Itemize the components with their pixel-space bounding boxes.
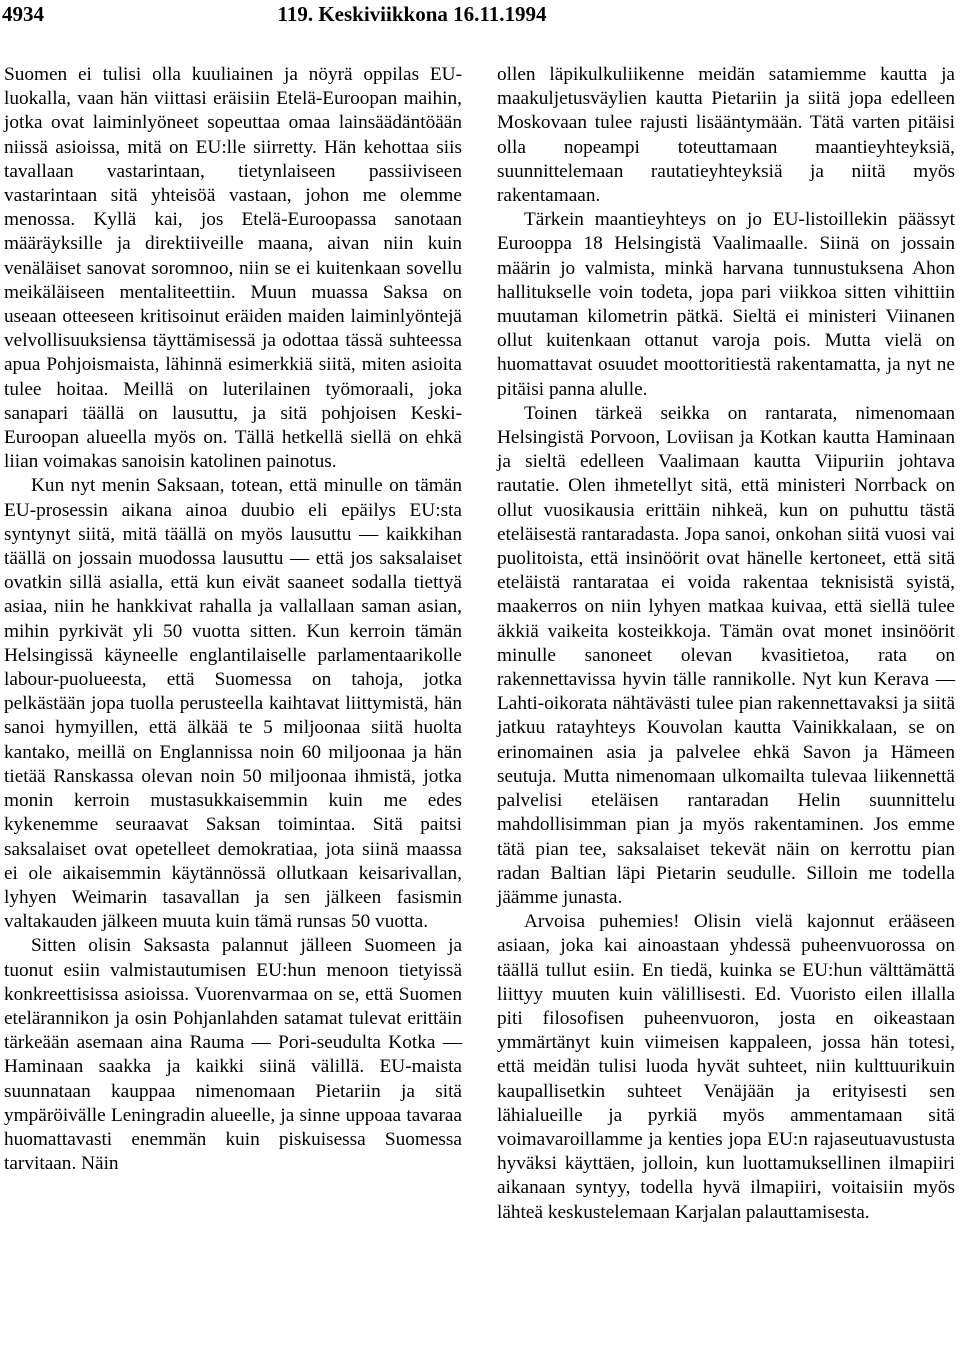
right-paragraph-4: Arvoisa puhemies! Olisin vielä kajonnut erääseen asiaan, joka kai ainoastaan yhdessä puheenvuorossa on täällä tullut esiin. En tiedä, kuinka se EU:hun välttämättä liittyy muuten kuin välillisesti. Ed. Vuoristo eilen illalla piti filosofisen puheenvuoron, josta en oikeastaan ymmärtänyt kuin viimeisen kappaleen, jossa hän totesi, että meidän tulisi luoda hyvät suhteet, niin kulttuurikuin kaupallisetkin suhteet Venäjään ja erityisesti sen lähialueille ja pyrkiä myös ammentamaan sitä voimavaroillamme ja kenties jopa EU:n rajaseutuavustusta hyväksi käyttäen, jolloin, kun luottamuksellinen ilmapiiri aikanaan syntyy, todella hyvä ilmapiiri, voitaisiin myös lähteä keskustelemaan Karjalan palauttamisesta. bbox=[497, 911, 955, 1223]
page-header bbox=[2, 2, 942, 32]
page-number: 4934 bbox=[2, 2, 44, 26]
left-paragraph-2: Kun nyt menin Saksaan, totean, että minulle on tämän EU-prosessin aikana ainoa duubio eli epäilys EU:sta syntynyt siitä, mitä täällä on myös lausuttu — kaikkihan täällä on jossain muodossa lausuttu — että jos saksalaiset ovatkin sillä asialla, että kun eivät saaneet sodalla tiettyä asiaa, niin he hankkivat rahalla ja vallallaan saman asian, mihin pyrkivät yli 50 vuotta sitten. Kun kerroin tämän Helsingissä käyneelle englantilaiselle parlamentaarikolle labour-puolueesta, että Suomessa on tahoja, jotka pelkästään jopa tuolla perusteella kaihtavat liittymistä, hän sanoi hymyillen, että älkää te 5 miljoonaa siitä huolta kantako, meillä on Englannissa noin 60 miljoonaa ja hän tietää Ranskassa olevan noin 50 miljoonaa ihmistä, jotka monin kerroin mustasukkaisemmin kuin me edes kykenemme seuraavat Saksan toimintaa. Sitä paitsi saksalaiset ovat opetelleet demokratiaa, jota siinä maassa ei ole aikaisemmin käytännössä ollutkaan keisarivallan, lyhyen Weimarin tasavallan ja sen jälkeen fasismin valtakauden jälkeen muuta kuin tämä runsas 50 vuotta. bbox=[4, 475, 462, 933]
right-paragraph-1: ollen läpikulkuliikenne meidän satamiemme kautta ja maakuljetusväylien kautta Pietariin ja siitä jopa edelleen Moskovaan tulee rajusti lisääntymään. Tätä varten pitäisi olla nopeampi toteuttamaan maantieyhteyksiä, suunnittelemaan rautatieyhteyksiä ja niitä myös rakentamaan. bbox=[497, 64, 955, 207]
session-date-heading: 119. Keskiviikkona 16.11.1994 bbox=[277, 2, 547, 26]
right-paragraph-3: Toinen tärkeä seikka on rantarata, nimenomaan Helsingistä Porvoon, Loviisan ja Kotkan kautta Haminaan ja sieltä edelleen Vaalimaan kautta Viipuriin johtava rautatie. Olen ihmetellyt sitä, että ministeri Norrback on ollut vuosikausia erittäin nihkeä, kun on puhuttu tästä eteläisestä rantaradasta. Jopa sanoi, onkohan siitä vuosi vai puolitoista, että insinöörit ovat hänelle kertoneet, että sitä eteläistä rantarataa ei voida rakentaa teknisistä syistä, maakerros on niin lyhyen matkaa kuivaa, että siellä tulee äkkiä vaikeita kosteikkoja. Tämän ovat monet insinöörit minulle sanoneet olevan kvasitietoa, rata on rakennettavissa hyvin tälle rannikolle. Nyt kun Kerava — Lahti-oikorata nähtävästi tulee pian rakennettavaksi ja siitä jatkuu ratayhteys Kouvolan kautta Vainikkalaan, se on erinomainen asia ja palvelee ehkä Savon ja Hämeen seutuja. Mutta nimenomaan ulkomailta tulevaa liikennettä palvelisi eteläisen rantaradan Helin suunnittelu mahdollisimman pian ja myös rakentaminen. Jos emme tätä pian tee, saksalaiset tekevät näin on kerrottu pian radan Baltian läpi Pietarin seudulle. Silloin me todella jäämme junasta. bbox=[497, 402, 955, 908]
left-paragraph-3: Sitten olisin Saksasta palannut jälleen Suomeen ja tuonut esiin valmistautumisen EU:hun menoon tietyissä konkreettisissa asioissa. Vuorenvarmaa on se, että Suomen etelärannikon ja osin Pohjanlahden satamat tulevat erittäin tärkeään asemaan aina Rauma — Pori-seudulta Kotka — Haminaan saakka ja kaikki siinä välillä. EU-maista suunnataan kauppaa nimenomaan Pietariin ja sitä ympäröivälle Leningradin alueelle, ja sinne uppoaa tavaraa huomattavasti enemmän kuin piskuisessa Suomessa tarvitaan. Näin bbox=[4, 935, 462, 1175]
left-text-column bbox=[4, 63, 462, 1176]
right-text-column bbox=[497, 63, 955, 1225]
right-paragraph-2: Tärkein maantieyhteys on jo EU-listoillekin päässyt Eurooppa 18 Helsingistä Vaalimaalle. Siinä on jossain määrin jo valmista, minkä harvana tunnustuksena Ahon hallitukselle voin todeta, jopa pari viikkoa sitten vihittiin muutaman kilometrin pätkä. Sieltä ei ministeri Viinanen ollut kuitenkaan ottanut varoja pois. Mutta vielä on huomattavat osuudet moottoritiestä rakentamatta, ja nyt ne pitäisi panna alulle. bbox=[497, 209, 955, 400]
left-paragraph-1: Suomen ei tulisi olla kuuliainen ja nöyrä oppilas EU-luokalla, vaan hän viittasi eräisiin Etelä-Euroopan maihin, jotka ovat laiminlyöneet sopeuttaa omaa lainsäädäntöään niissä asioissa, mitä on EU:lle siirretty. Hän kehottaa siis tavallaan vastarintaan, tietynlaiseen passiiviseen vastarintaan sitä yhteisöä vastaan, johon me olemme menossa. Kyllä kai, jos Etelä-Euroopassa sanotaan määräyksille ja direktiiveille maana, aivan niin kuin venäläiset sanovat soromnoo, niin se ei kuitenkaan sovellu meikäläiseen mentaliteettiin. Muun muassa Saksa on useaan otteeseen kritisoinut eräiden maiden laiminlyöntejä velvollisuuksiensa täyttämisessä ja odottaa tässä suhteessa apua Pohjoismaista, lähinnä esimerkkiä siitä, miten asioita tulee hoitaa. Meillä on luterilainen työmoraali, joka sanapari täällä on lausuttu, ja sitä pohjoisen Keski-Euroopan alueella myös on. Tällä hetkellä siellä on ehkä liian voimakas sanoisin katolinen painotus. bbox=[4, 64, 462, 473]
